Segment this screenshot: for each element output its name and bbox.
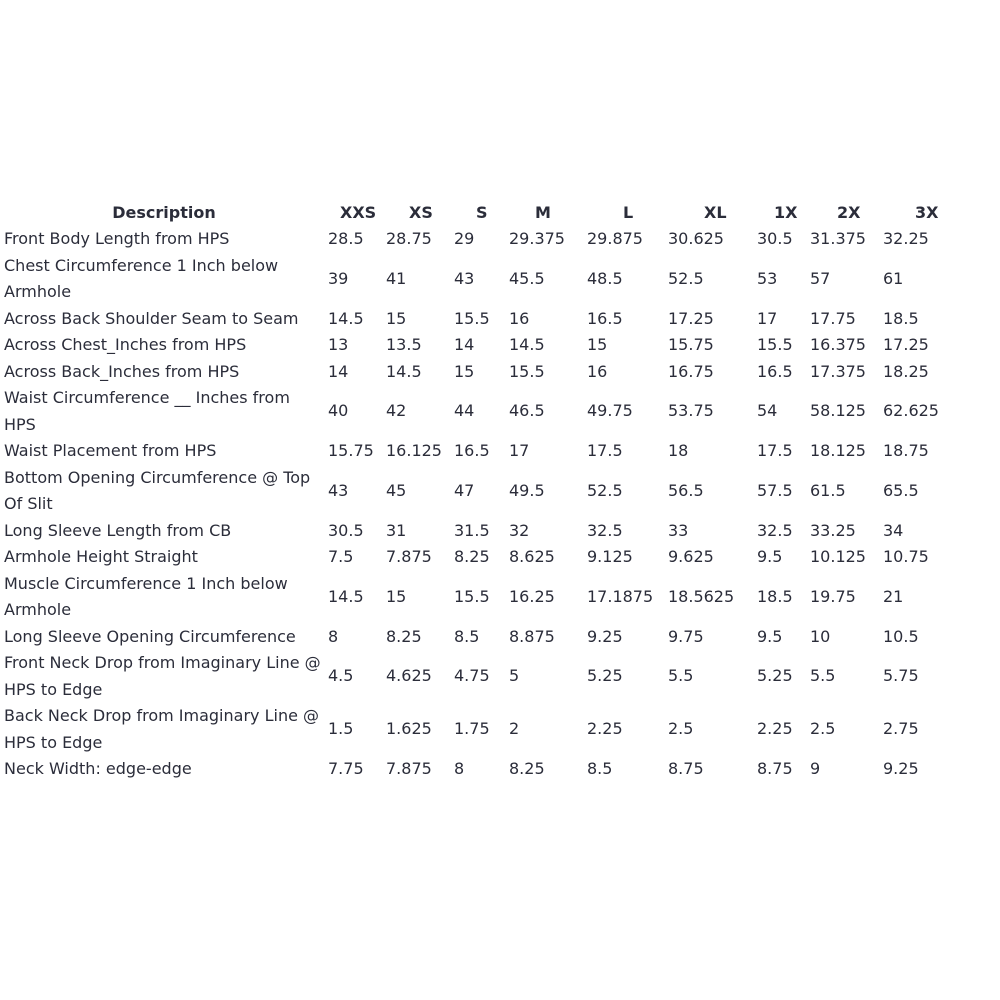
value-cell-s: 8.5 xyxy=(454,626,480,646)
value-cell-xl: 18 xyxy=(668,441,689,460)
value-cell-s: 15 xyxy=(454,361,475,381)
value-cell-l: 2.25 xyxy=(587,719,623,739)
value-cell-xxs: 14 xyxy=(328,361,349,381)
value-cell-1x: 2.25 xyxy=(757,719,793,739)
value-cell-xxs: 43 xyxy=(328,480,349,500)
value-cell-xxs: 40 xyxy=(328,401,349,421)
value-cell-1x: 57.5 xyxy=(757,480,793,500)
value-cell-s: 16.5 xyxy=(454,441,490,460)
value-cell-2x: 10.125 xyxy=(810,547,866,566)
value-cell-xl: 53.75 xyxy=(668,401,714,421)
value-cell-m: 14.5 xyxy=(509,335,545,354)
value-cell-xxs: 15.75 xyxy=(328,441,374,460)
value-cell-s: 15.5 xyxy=(454,586,490,606)
value-cell-l: 16 xyxy=(587,361,608,381)
table-row xyxy=(0,385,1000,438)
value-cell-xxs: 39 xyxy=(328,268,349,288)
value-cell-3x: 18.75 xyxy=(883,441,929,460)
value-cell-m: 16 xyxy=(509,308,530,328)
value-cell-xxs: 28.5 xyxy=(328,229,364,248)
value-cell-s: 31.5 xyxy=(454,520,490,540)
header-size-xl: XL xyxy=(704,203,727,222)
table-row xyxy=(0,438,1000,465)
header-size-m: M xyxy=(535,203,551,222)
value-cell-l: 9.125 xyxy=(587,547,633,566)
value-cell-m: 46.5 xyxy=(509,401,545,421)
value-cell-1x: 53 xyxy=(757,268,778,288)
measurement-description: Muscle Circumference 1 Inch below Armhole xyxy=(4,573,288,619)
value-cell-m: 29.375 xyxy=(509,229,565,248)
value-cell-m: 49.5 xyxy=(509,480,545,500)
value-cell-xs: 15 xyxy=(386,586,407,606)
value-cell-l: 48.5 xyxy=(587,268,623,288)
value-cell-s: 1.75 xyxy=(454,719,490,739)
value-cell-l: 29.875 xyxy=(587,229,643,248)
value-cell-2x: 17.75 xyxy=(810,308,856,328)
value-cell-xxs: 8 xyxy=(328,626,339,646)
value-cell-1x: 9.5 xyxy=(757,626,783,646)
value-cell-xs: 7.875 xyxy=(386,759,432,778)
value-cell-s: 14 xyxy=(454,335,475,354)
measurement-description: Bottom Opening Circumference @ Top Of Slit xyxy=(4,467,311,513)
table-row xyxy=(0,571,1000,624)
table-row xyxy=(0,518,1000,545)
value-cell-3x: 18.25 xyxy=(883,361,929,381)
value-cell-2x: 5.5 xyxy=(810,666,836,686)
table-header xyxy=(0,199,1000,226)
value-cell-3x: 62.625 xyxy=(883,401,939,421)
measurement-description: Waist Placement from HPS xyxy=(4,441,217,460)
value-cell-s: 44 xyxy=(454,401,475,421)
header-size-l: L xyxy=(623,203,634,222)
measurement-description: Chest Circumference 1 Inch below Armhole xyxy=(4,255,279,301)
value-cell-m: 8.25 xyxy=(509,759,545,778)
value-cell-xs: 15 xyxy=(386,308,407,328)
value-cell-3x: 61 xyxy=(883,268,904,288)
value-cell-1x: 17 xyxy=(757,308,778,328)
value-cell-m: 8.875 xyxy=(509,626,555,646)
value-cell-xxs: 30.5 xyxy=(328,520,364,540)
value-cell-3x: 10.5 xyxy=(883,626,919,646)
measurement-description: Neck Width: edge-edge xyxy=(4,759,192,778)
value-cell-xl: 33 xyxy=(668,520,689,540)
table-body xyxy=(0,226,1000,783)
value-cell-1x: 54 xyxy=(757,401,778,421)
value-cell-1x: 32.5 xyxy=(757,520,793,540)
value-cell-xxs: 4.5 xyxy=(328,666,354,686)
value-cell-s: 8.25 xyxy=(454,547,490,566)
table-row xyxy=(0,253,1000,306)
value-cell-s: 8 xyxy=(454,759,465,778)
value-cell-s: 29 xyxy=(454,229,475,248)
value-cell-3x: 34 xyxy=(883,520,904,540)
value-cell-m: 16.25 xyxy=(509,586,555,606)
measurement-description: Front Neck Drop from Imaginary Line @ HPS to Edge xyxy=(4,653,321,699)
table-row xyxy=(0,624,1000,651)
value-cell-2x: 58.125 xyxy=(810,401,866,421)
value-cell-l: 5.25 xyxy=(587,666,623,686)
value-cell-xs: 42 xyxy=(386,401,407,421)
value-cell-m: 8.625 xyxy=(509,547,555,566)
value-cell-xs: 8.25 xyxy=(386,626,422,646)
value-cell-2x: 19.75 xyxy=(810,586,856,606)
measurement-description: Armhole Height Straight xyxy=(4,547,198,566)
table-row xyxy=(0,650,1000,703)
value-cell-3x: 32.25 xyxy=(883,229,929,248)
value-cell-xs: 14.5 xyxy=(386,361,422,381)
table-row xyxy=(0,544,1000,571)
measurement-description: Waist Circumference __ Inches from HPS xyxy=(4,388,290,434)
header-size-3x: 3X xyxy=(915,203,939,222)
value-cell-2x: 33.25 xyxy=(810,520,856,540)
size-chart-table xyxy=(0,199,1000,783)
value-cell-m: 5 xyxy=(509,666,520,686)
value-cell-m: 15.5 xyxy=(509,361,545,381)
value-cell-3x: 10.75 xyxy=(883,547,929,566)
table-row xyxy=(0,332,1000,359)
measurement-description: Long Sleeve Opening Circumference xyxy=(4,626,296,646)
value-cell-l: 52.5 xyxy=(587,480,623,500)
value-cell-xs: 16.125 xyxy=(386,441,442,460)
value-cell-1x: 30.5 xyxy=(757,229,793,248)
value-cell-m: 32 xyxy=(509,520,530,540)
value-cell-3x: 17.25 xyxy=(883,335,929,354)
value-cell-m: 17 xyxy=(509,441,530,460)
value-cell-l: 32.5 xyxy=(587,520,623,540)
value-cell-s: 4.75 xyxy=(454,666,490,686)
value-cell-1x: 16.5 xyxy=(757,361,793,381)
value-cell-l: 8.5 xyxy=(587,759,613,778)
table-row xyxy=(0,756,1000,783)
value-cell-2x: 16.375 xyxy=(810,335,866,354)
value-cell-2x: 57 xyxy=(810,268,831,288)
measurement-description: Across Chest_Inches from HPS xyxy=(4,335,247,354)
value-cell-xl: 9.625 xyxy=(668,547,714,566)
value-cell-xxs: 14.5 xyxy=(328,308,364,328)
value-cell-xl: 52.5 xyxy=(668,268,704,288)
table-row xyxy=(0,703,1000,756)
value-cell-xl: 16.75 xyxy=(668,361,714,381)
value-cell-xl: 17.25 xyxy=(668,308,714,328)
value-cell-s: 43 xyxy=(454,268,475,288)
value-cell-xxs: 1.5 xyxy=(328,719,354,739)
value-cell-xl: 5.5 xyxy=(668,666,694,686)
measurement-description: Back Neck Drop from Imaginary Line @ HPS to Edge xyxy=(4,706,320,752)
table-row xyxy=(0,359,1000,386)
value-cell-xl: 56.5 xyxy=(668,480,704,500)
value-cell-2x: 17.375 xyxy=(810,361,866,381)
value-cell-l: 17.1875 xyxy=(587,586,654,606)
value-cell-1x: 8.75 xyxy=(757,759,793,778)
value-cell-xs: 1.625 xyxy=(386,719,432,739)
value-cell-l: 49.75 xyxy=(587,401,633,421)
value-cell-s: 15.5 xyxy=(454,308,490,328)
measurement-description: Across Back_Inches from HPS xyxy=(4,361,240,381)
value-cell-2x: 10 xyxy=(810,626,831,646)
value-cell-xs: 7.875 xyxy=(386,547,432,566)
value-cell-xxs: 13 xyxy=(328,335,349,354)
value-cell-xl: 18.5625 xyxy=(668,586,735,606)
header-size-s: S xyxy=(476,203,488,222)
value-cell-s: 47 xyxy=(454,480,475,500)
measurement-description: Long Sleeve Length from CB xyxy=(4,520,232,540)
header-description: Description xyxy=(112,203,216,222)
value-cell-xs: 4.625 xyxy=(386,666,432,686)
value-cell-xl: 15.75 xyxy=(668,335,714,354)
measurement-description: Front Body Length from HPS xyxy=(4,229,230,248)
value-cell-l: 17.5 xyxy=(587,441,623,460)
value-cell-xs: 28.75 xyxy=(386,229,432,248)
table-row xyxy=(0,226,1000,253)
value-cell-2x: 2.5 xyxy=(810,719,836,739)
value-cell-m: 2 xyxy=(509,719,520,739)
header-row xyxy=(0,199,1000,226)
value-cell-3x: 18.5 xyxy=(883,308,919,328)
value-cell-xl: 30.625 xyxy=(668,229,724,248)
value-cell-3x: 5.75 xyxy=(883,666,919,686)
value-cell-xxs: 14.5 xyxy=(328,586,364,606)
value-cell-xs: 45 xyxy=(386,480,407,500)
value-cell-2x: 9 xyxy=(810,759,821,778)
value-cell-2x: 18.125 xyxy=(810,441,866,460)
header-size-2x: 2X xyxy=(837,203,861,222)
value-cell-xl: 9.75 xyxy=(668,626,704,646)
value-cell-xs: 31 xyxy=(386,520,407,540)
value-cell-3x: 9.25 xyxy=(883,759,919,778)
value-cell-3x: 2.75 xyxy=(883,719,919,739)
header-size-xs: XS xyxy=(409,203,433,222)
header-size-1x: 1X xyxy=(774,203,798,222)
value-cell-l: 9.25 xyxy=(587,626,623,646)
value-cell-l: 16.5 xyxy=(587,308,623,328)
value-cell-1x: 15.5 xyxy=(757,335,793,354)
value-cell-3x: 65.5 xyxy=(883,480,919,500)
value-cell-xxs: 7.5 xyxy=(328,547,354,566)
value-cell-xs: 13.5 xyxy=(386,335,422,354)
value-cell-xxs: 7.75 xyxy=(328,759,364,778)
measurement-description: Across Back Shoulder Seam to Seam xyxy=(4,308,299,328)
value-cell-xs: 41 xyxy=(386,268,407,288)
value-cell-l: 15 xyxy=(587,335,608,354)
table-row xyxy=(0,306,1000,333)
header-size-xxs: XXS xyxy=(340,203,377,222)
value-cell-m: 45.5 xyxy=(509,268,545,288)
value-cell-1x: 18.5 xyxy=(757,586,793,606)
value-cell-1x: 9.5 xyxy=(757,547,783,566)
value-cell-xl: 8.75 xyxy=(668,759,704,778)
value-cell-2x: 61.5 xyxy=(810,480,846,500)
value-cell-1x: 5.25 xyxy=(757,666,793,686)
table-row xyxy=(0,465,1000,518)
value-cell-1x: 17.5 xyxy=(757,441,793,460)
value-cell-3x: 21 xyxy=(883,586,904,606)
value-cell-xl: 2.5 xyxy=(668,719,694,739)
value-cell-2x: 31.375 xyxy=(810,229,866,248)
